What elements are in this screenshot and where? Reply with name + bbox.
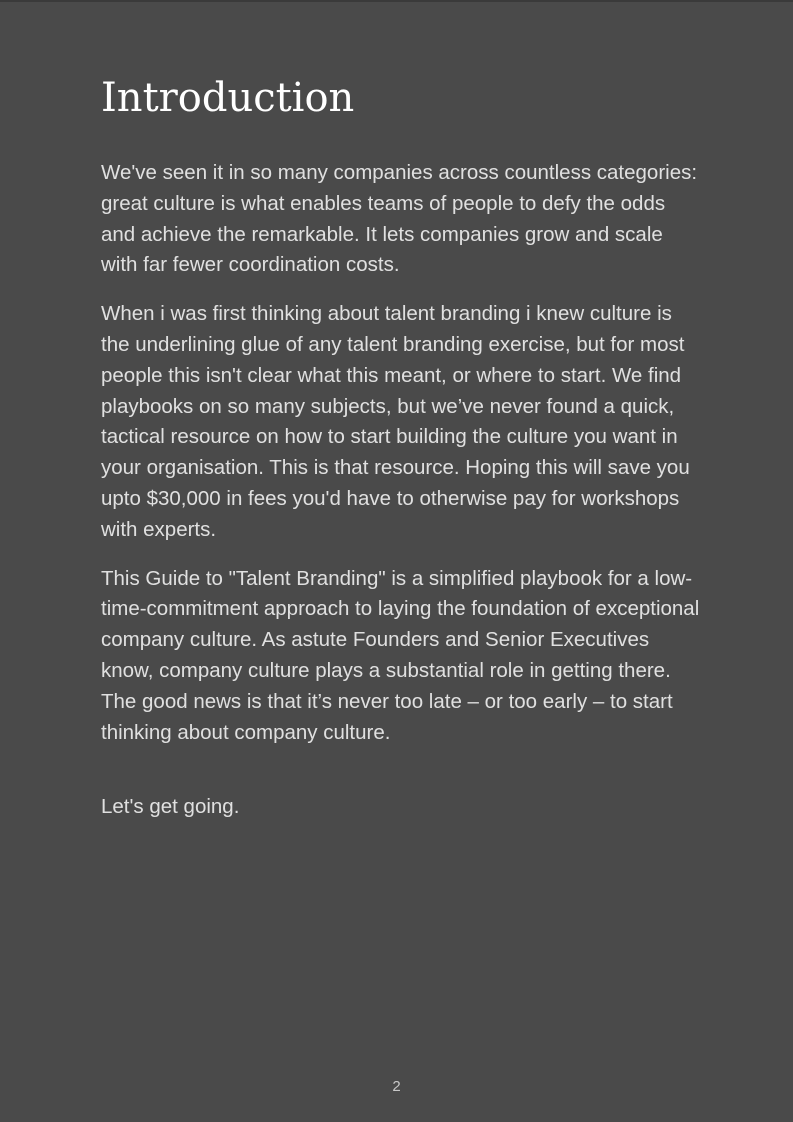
page-title: Introduction xyxy=(101,75,355,121)
closing-line: Let's get going. xyxy=(101,795,240,818)
paragraph-2: When i was first thinking about talent branding i knew culture is the underlining glue of any talent branding exercise, but for most people this isn't clear what this meant, or where to start. We find playbooks on so many subjects, but we’ve never found a quick, tactical resource on how to start building the culture you want in your organisation. This is that resource. Hoping this will save you upto $30,000 in fees you'd have to otherwise pay for workshops with experts. xyxy=(101,302,690,541)
body-text xyxy=(101,158,701,766)
page-number: 2 xyxy=(392,1078,401,1095)
paragraph-3: This Guide to "Talent Branding" is a simplified playbook for a low-time-commitment approach to laying the foundation of exceptional company culture. As astute Founders and Senior Executives know, company culture plays a substantial role in getting there. The good news is that it’s never too late – or too early – to start thinking about company culture. xyxy=(101,566,700,744)
paragraph-1: We've seen it in so many companies across countless categories: great culture is what enables teams of people to defy the odds and achieve the remarkable. It lets companies grow and scale with far fewer coordination costs. xyxy=(101,161,698,277)
